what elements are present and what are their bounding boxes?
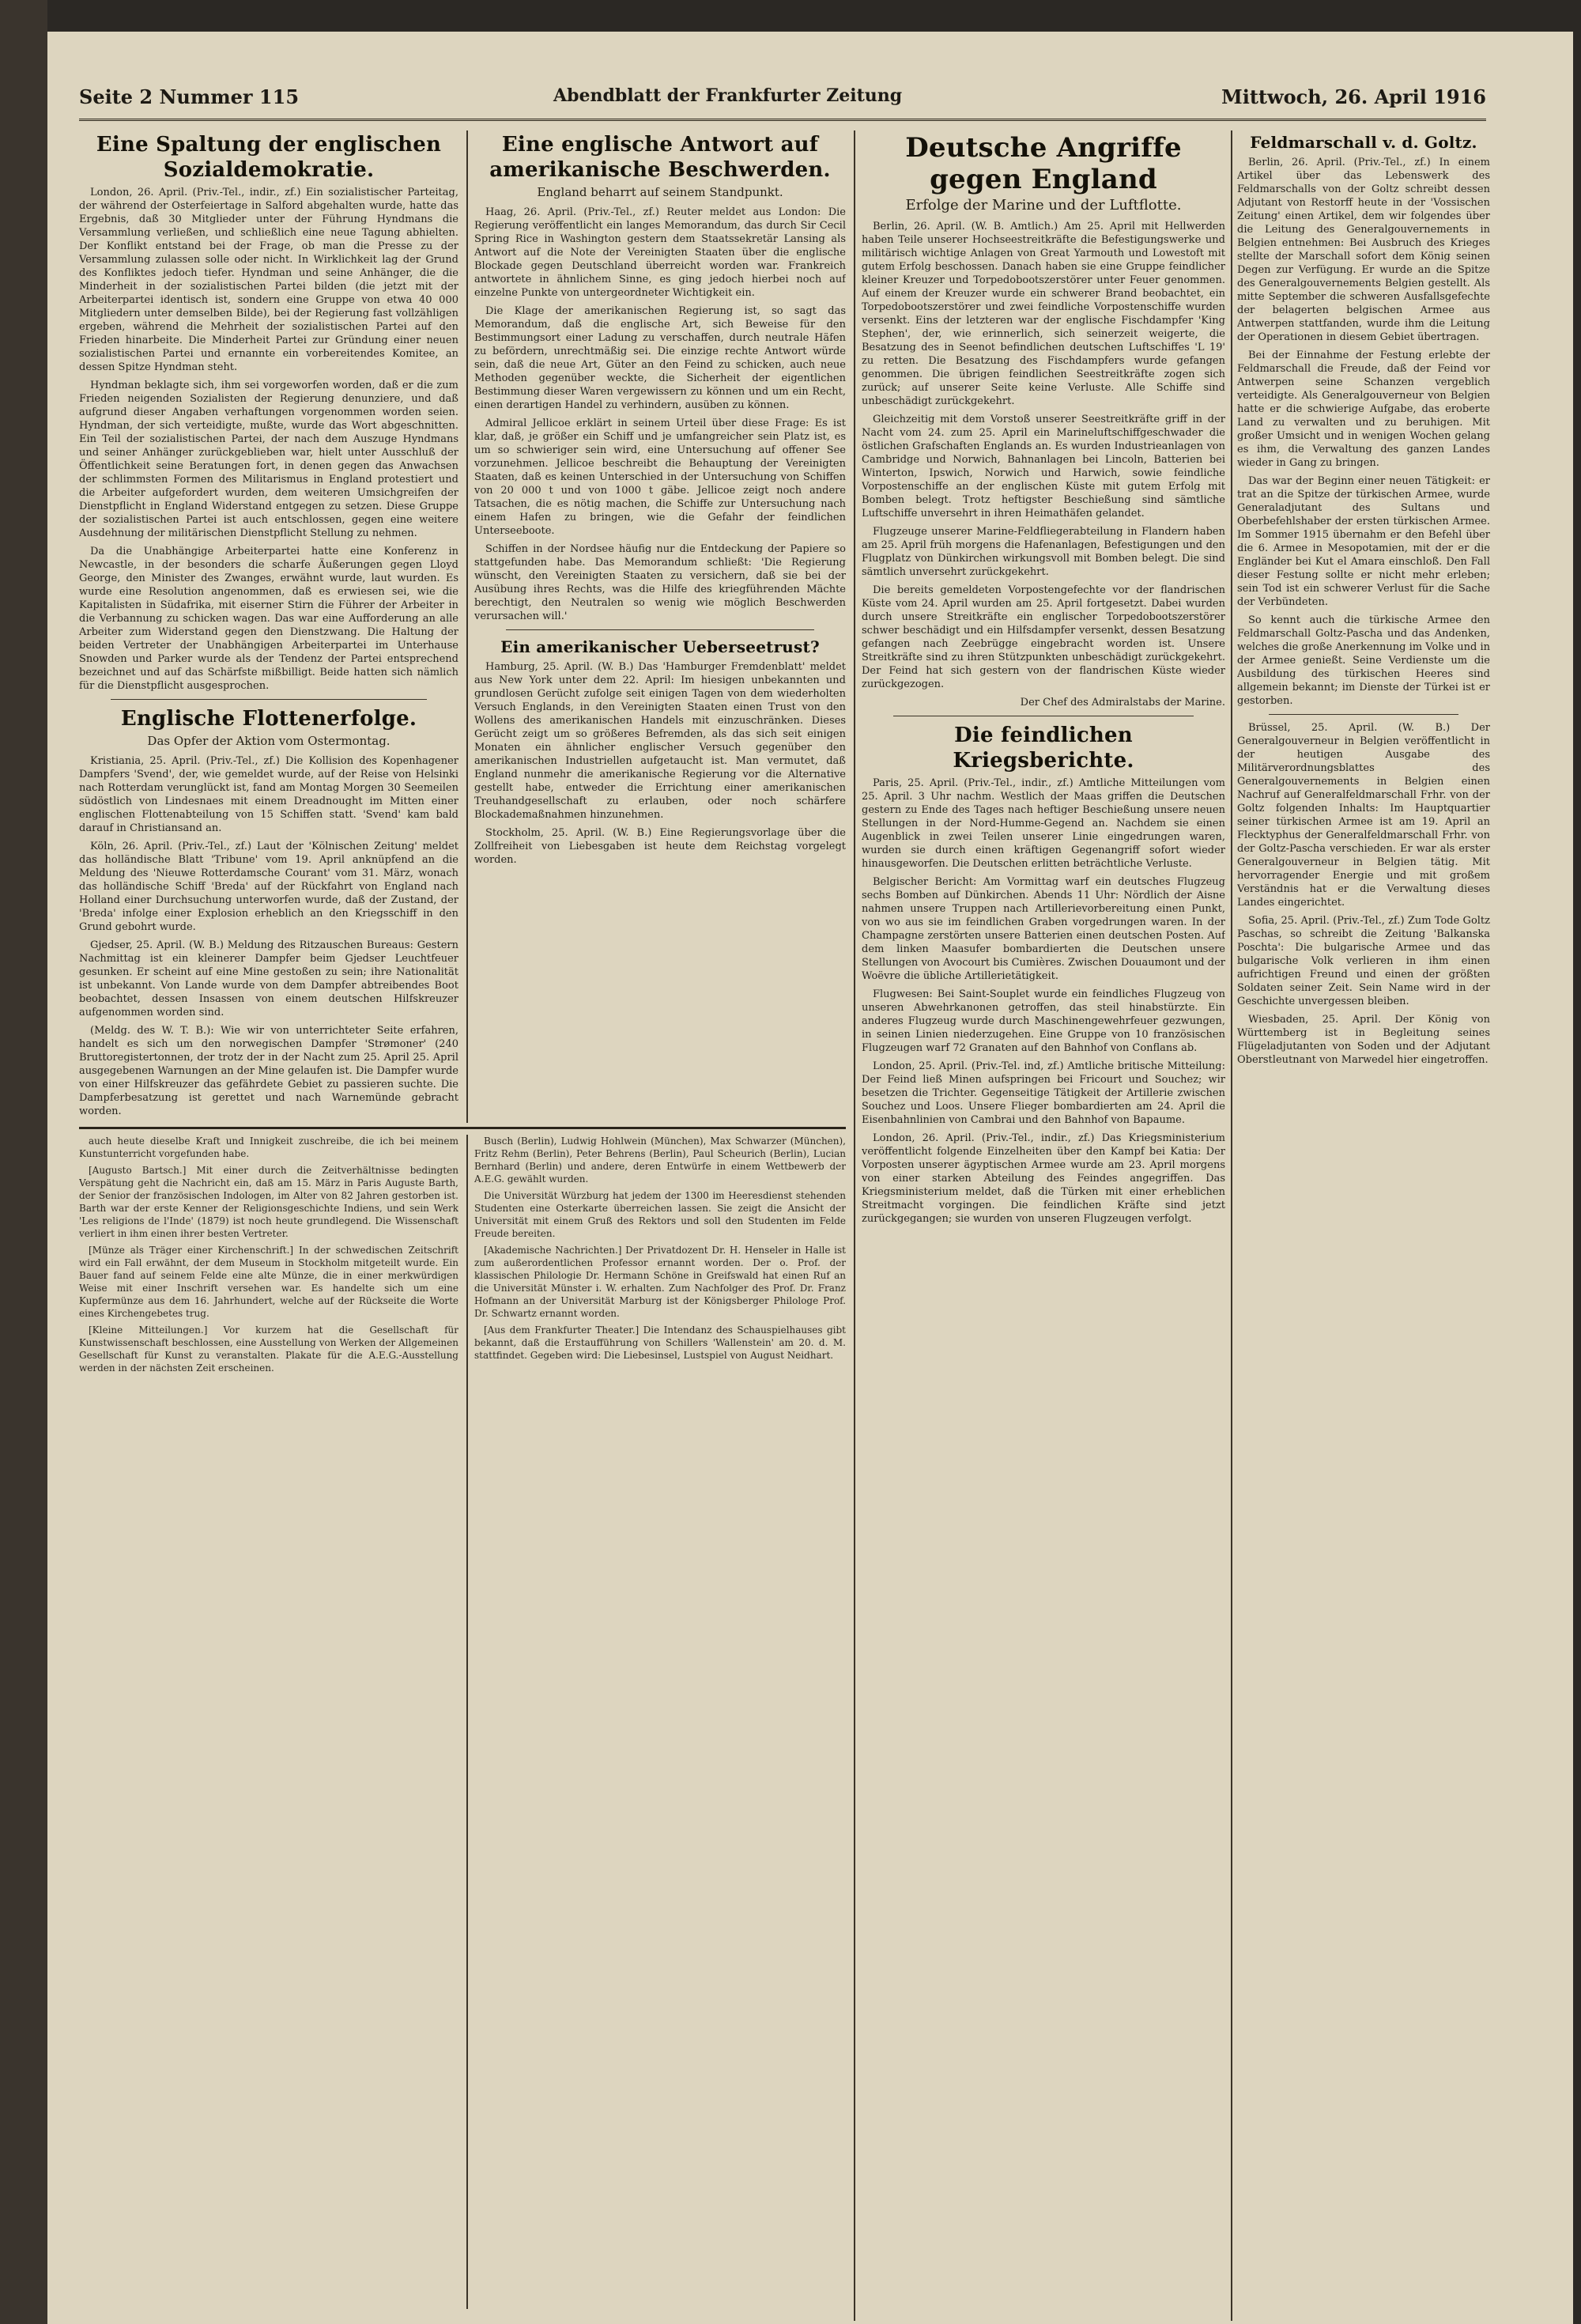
article-paragraph: Das war der Beginn einer neuen Tätigkeit: er trat an die Spitze der türkischen Armee, wurde Generaladjutant des Sultans und Oberbefehlshaber der ersten türkischen Armee. Im Sommer 1915 übernahm er den Befehl über die 6. Armee in Mesopotamien, mit der er die Engländer bei Kut el Amara einschloß. Den Fall dieser Festung sollte er nicht mehr erleben; sein Tod ist ein schwerer Verlust für die Sache der Verbündeten. <box>1237 475 1490 608</box>
article-paragraph: Köln, 26. April. (Priv.-Tel., zf.) Laut der 'Kölnischen Zeitung' meldet das holländische Blatt 'Tribune' vom 19. April anknüpfend an die Meldung des 'Nieuwe Rotterdamsche Courant' vom 31. März, wonach das holländische Schiff 'Breda' auf der Rückfahrt von England nach Holland einer Durchsuchung unterworfen wurde, daß der Zustand, der 'Breda' infolge einer Explosion erheblich an den Kriegsschiff in den Grund gebohrt wurde. <box>79 841 458 933</box>
article-signature: Der Chef des Admiralstabs der Marine. <box>1020 697 1225 709</box>
column-4 <box>1237 130 1490 2321</box>
article-subheadline: Das Opfer der Aktion vom Ostermontag. <box>147 734 391 748</box>
article-paragraph: Admiral Jellicoe erklärt in seinem Urteil über diese Frage: Es ist klar, daß, je größer ein Schiff und je umfangreicher sein Platz ist, es um so schwieriger sein wird, eine Untersuchung auf offener See vorzunehmen. Jellicoe beschreibt die Behauptung der Vereinigten Staaten, daß es keinen Unterschied in der Untersuchung von Schiffen von 20 000 t und von 1000 t gäbe. Jellicoe zeigt noch andere Tatsachen, die es nötig machen, die Schiffe zur Untersuchung nach einem Hafen zu bringen, wie die Gefahr der feindlichen Unterseeboote. <box>474 418 846 537</box>
article-subheadline: Erfolge der Marine und der Luftflotte. <box>905 197 1182 214</box>
article-headline: Die feindlichen Kriegsberichte. <box>953 724 1134 773</box>
column-3 <box>862 130 1225 2321</box>
article-paragraph: Brüssel, 25. April. (W. B.) Der Generalgouverneur in Belgien veröffentlicht in der heutigen Ausgabe des Militärverordnungsblattes des Generalgouvernements in Belgien einen Nachruf auf Generalfeldmarschall Frhr. von der Goltz folgenden Inhalts: Im Hauptquartier seiner türkischen Armee ist am 19. April an Flecktyphus der Generalfeldmarschall Frhr. von der Goltz-Pascha verschieden. Er war als erster Generalgouverneur in Belgien tätig. Mit hervorragender Energie und mit großem Verständnis hat er die Verwaltung dieses Landes eingerichtet. <box>1237 722 1490 909</box>
section-divider <box>1269 714 1458 715</box>
article-headline: Deutsche Angriffe gegen England <box>905 132 1182 195</box>
article-paragraph: London, 26. April. (Priv.-Tel., indir., zf.) Das Kriegsministerium veröffentlicht folgende Einzelheiten über den Kampf bei Katia: Der Vorposten unserer ägyptischen Armee wurde am 23. April morgens von einer starken Abteilung des Feindes angegriffen. Das Kriegsministerium meldet, daß die Türken mit einer erheblichen Streitmacht vorgingen. Die feindlichen Kräfte sind jetzt zurückgegangen; sie wurden von unseren Flugzeugen verfolgt. <box>862 1132 1225 1225</box>
book-gutter <box>0 0 47 2324</box>
feuilleton-paragraph: [Münze als Träger einer Kirchenschrift.] In der schwedischen Zeitschrift wird ein Fall erwähnt, der dem Museum in Stockholm mitgeteilt wurde. Ein Bauer fand auf seinem Felde eine alte Münze, die in einer merkwürdigen Weise mit einer Inschrift versehen war. Es handelte sich um eine Kupfermünze aus dem 16. Jahrhundert, welche auf der Rückseite die Worte eines Kirchengebetes trug. <box>79 1245 458 1319</box>
article-paragraph: Kristiania, 25. April. (Priv.-Tel., zf.) Die Kollision des Kopenhagener Dampfers 'Svend', der, wie gemeldet wurde, auf der Reise von Helsinki nach Rotterdam verunglückt ist, fand am Montag Morgen 30 Seemeilen südöstlich von Lindesnaes mit einem Dreadnought im Mitten einer englischen Flottenabteilung von 15 Schiffen statt. 'Svend' kam bald darauf in Christiansand an. <box>79 755 458 834</box>
article-paragraph: Gleichzeitig mit dem Vorstoß unserer Seestreitkräfte griff in der Nacht vom 24. zum 25. April ein Marineluftschiffgeschwader die östlichen Grafschaften Englands an. Es wurden Industrieanlagen von Cambridge und Norwich, Bahnanlagen bei Lincoln, Batterien bei Winterton, Ipswich, Norwich und Harwich, sowie feindliche Vorpostenschiffe an der englischen Küste mit gutem Erfolg mit Bomben belegt. Trotz heftigster Beschießung sind sämtliche Luftschiffe unversehrt in ihren Heimathäfen gelandet. <box>862 414 1225 520</box>
article-paragraph: Hyndman beklagte sich, ihm sei vorgeworfen worden, daß er die zum Frieden neigenden Sozialisten der Regierung denunziere, und daß aufgrund dieser Angaben verhaftungen vorgenommen worden seien. Hyndman, der sich verteidigte, mußte, wurde das Wort abgeschnitten. Ein Teil der sozialistischen Partei, der nach dem Auszuge Hyndmans und seiner Anhänger zurückgeblieben war, hielt unter Ausschluß der Öffentlichkeit seine Beratungen fort, in denen gegen das Anwachsen der schlimmsten Formen des Militarismus in England protestiert und die Arbeiter aufgefordert wurden, dem weiteren Umsichgreifen der Dienstpflicht in England Widerstand entgegen zu setzen. Diese Gruppe der sozialistischen Partei ist auch entschlossen, gegen eine weitere Ausdehnung der militärischen Dienstpflicht Stellung zu nehmen. <box>79 380 458 539</box>
feuilleton-paragraph: [Augusto Bartsch.] Mit einer durch die Zeitverhältnisse bedingten Verspätung geht die Nachricht ein, daß am 15. März in Paris Auguste Barth, der Senior der französischen Indologen, im Alter von 82 Jahren gestorben ist. Barth war der erste Kenner der Religionsgeschichte Indiens, und sein Werk 'Les religions de l'Inde' (1879) ist noch heute grundlegend. Die Wissenschaft verliert in ihm einen ihrer besten Vertreter. <box>79 1165 458 1239</box>
column-rule <box>854 130 855 2321</box>
article-paragraph: Die bereits gemeldeten Vorpostengefechte vor der flandrischen Küste vom 24. April wurden am 25. April fortgesetzt. Dabei wurden durch unsere Streitkräfte ein englischer Torpedobootszerstörer schwer beschädigt und ein Hilfsdampfer versenkt, dessen Besatzung gefangen nach Zeebrügge eingebracht worden ist. Unsere Streitkräfte sind zu ihren Stützpunkten unbeschädigt zurückgekehrt. Der Feind hat sich gestern von der flandrischen Küste wieder zurückgezogen. <box>862 584 1225 690</box>
article-paragraph: Bei der Einnahme der Festung erlebte der Feldmarschall die Freude, daß der Feind vor Antwerpen seine Schanzen vergeblich verteidigte. Als Generalgouverneur von Belgien hatte er die schwierige Aufgabe, das eroberte Land zu verwalten und zu beruhigen. Mit großer Umsicht und in wenigen Wochen gelang es ihm, die Verwaltung des ganzen Landes wieder in Gang zu bringen. <box>1237 350 1490 469</box>
article-headline: Feldmarschall v. d. Goltz. <box>1250 133 1477 152</box>
article-paragraph: Gjedser, 25. April. (W. B.) Meldung des Ritzauschen Bureaus: Gestern Nachmittag ist ein kleinerer Dampfer beim Gjedser Leuchtfeuer gesunken. Er scheint auf eine Mine gestoßen zu sein; ihre Nationalität ist unbekannt. Von Lande wurde von dem Dampfer abtreibendes Boot beobachtet, dessen Insassen von einem deutschen Hilfskreuzer aufgenommen worden sind. <box>79 939 458 1018</box>
feuilleton-paragraph: [Kleine Mitteilungen.] Vor kurzem hat die Gesellschaft für Kunstwissenschaft beschlossen, eine Ausstellung von Werken der Allgemeinen Gesellschaft für Kunst zu veranstalten. Plakate für die A.E.G.-Ausstellung werden in der nächsten Zeit erscheinen. <box>79 1324 458 1374</box>
article-paragraph: Die Klage der amerikanischen Regierung ist, so sagt das Memorandum, daß die englische Art, sich Beweise für den Bestimmungsort einer Ladung zu verschaffen, durch neutrale Häfen zu befördern, unrechtmäßig sei. Die einzige rechte Antwort würde sein, daß die neue Art, Güter an den Feind zu schicken, auch neue Methoden gegenüber weckte, die Sicherheit der eigentlichen Bestimmung dieser Waren vergewissern zu können und um ein Recht, einen derartigen Handel zu verhindern, ausüben zu können. <box>474 305 846 411</box>
article-paragraph: Belgischer Bericht: Am Vormittag warf ein deutsches Flugzeug sechs Bomben auf Dünkirchen. Abends 11 Uhr: Nördlich der Aisne nahmen unsere Truppen nach Artillerievorbereitung einen Punkt, von wo aus sie im feindlichen Graben vorgedrungen waren. In der Champagne zerstörten unsere Batterien einen deutschen Posten. Auf dem linken Maasufer bombardierten die Deutschen unsere Stellungen von Avocourt bis Cumières. Zwischen Douaumont und der Woëvre die übliche Artillerietätigkeit. <box>862 876 1225 982</box>
article-subheadline: England beharrt auf seinem Standpunkt. <box>537 185 783 199</box>
feuilleton-rule <box>79 1127 846 1129</box>
running-head <box>79 63 1486 121</box>
section-divider <box>111 699 427 700</box>
article-paragraph: Haag, 26. April. (Priv.-Tel., zf.) Reuter meldet aus London: Die Regierung veröffentlicht ein langes Memorandum, das durch Sir Cecil Spring Rice in Washington gestern dem Staatssekretär Lansing als Antwort auf die Note der Vereinigten Staaten über die englische Blockade gegen Deutschland überreicht worden war. Frankreich antwortete in ähnlichem Sinne, es ging jedoch hierbei noch auf einzelne Punkte von untergeordneter Wichtigkeit ein. <box>474 206 846 299</box>
article-paragraph: London, 26. April. (Priv.-Tel., indir., zf.) Ein sozialistischer Parteitag, der während der Osterfeiertage in Salford abgehalten wurde, hatte das Ergebnis, daß 30 Mitglieder unter der Führung Hyndmans die Versammlung verließen, und schließlich eine neue Tagung abhielten. Der Konflikt entstand bei der Frage, ob man die Presse zu der Versammlung zulassen solle oder nicht. In Wirklichkeit lag der Grund des Konfliktes jedoch tiefer. Hyndman und seine Anhänger, die die Minderheit in der sozialistischen Partei bilden (die jetzt mit der Arbeiterpartei identisch ist, sondern eine Gruppe von etwa 40 000 Mitgliedern unter demselben Bilde), bei der Regierung fast vollzähligen ergeben, während die Mehrheit der sozialistischen Partei auf den Frieden hinarbeite. Die Minderheit Partei zur Gründung einer neuen sozialistischen Partei und ernannte ein vorbereitendes Komitee, an dessen Spitze Hyndman steht. <box>79 187 458 373</box>
article-headline: Eine Spaltung der englischen Sozialdemokratie. <box>96 133 442 182</box>
article-paragraph: Paris, 25. April. (Priv.-Tel., indir., zf.) Amtliche Mitteilungen vom 25. April. 3 Uhr nachm. Westlich der Maas griffen die Deutschen gestern zu Ende des Tages nach heftiger Beschießung unsere neuen Stellungen in der Nord-Humme-Gegend an. Nachdem sie einen Augenblick in zwei Teilen unserer Linie eingedrungen waren, wurden sie durch einen kräftigen Gegenangriff sofort wieder hinausgeworfen. Die Deutschen erlitten beträchtliche Verluste. <box>862 777 1225 870</box>
article-paragraph: London, 25. April. (Priv.-Tel. ind, zf.) Amtliche britische Mitteilung: Der Feind ließ Minen aufspringen bei Fricourt und Souchez; wir besetzen die Trichter. Gegenseitige Tätigkeit der Artillerie zwischen Souchez und Loos. Unsere Flieger bombardierten am 24. April die Eisenbahnlinien von Cambrai und den Bahnhof von Bapaume. <box>862 1060 1225 1126</box>
article-headline: Englische Flottenerfolge. <box>120 707 417 731</box>
issue-date: Mittwoch, 26. April 1916 <box>1221 85 1486 108</box>
feuilleton-paragraph: Die Universität Würzburg hat jedem der 1300 im Heeresdienst stehenden Studenten eine Osterkarte überreichen lassen. Sie zeigt die Ansicht der Universität mit einem Gruß des Rektors und soll den Studenten im Felde Freude bereiten. <box>474 1190 846 1239</box>
article-paragraph: Flugzeuge unserer Marine-Feldfliegerabteilung in Flandern haben am 25. April früh morgens die Hafenanlagen, Befestigungen und den Flugplatz von Dünkirchen wirkungsvoll mit Bomben belegt. Die sind sämtlich unversehrt zurückgekehrt. <box>862 526 1225 578</box>
article-paragraph: Wiesbaden, 25. April. Der König von Württemberg ist in Begleitung seines Flügeladjutanten von Soden und der Adjutant Oberstleutnant von Marwedel hier eingetroffen. <box>1237 1014 1490 1066</box>
feuilleton-paragraph: [Aus dem Frankfurter Theater.] Die Intendanz des Schauspielhauses gibt bekannt, daß die Erstaufführung von Schillers 'Wallenstein' am 20. d. M. stattfindet. Gegeben wird: Die Liebesinsel, Lustspiel von August Neidhart. <box>474 1324 846 1361</box>
article-paragraph: Flugwesen: Bei Saint-Souplet wurde ein feindliches Flugzeug von unseren Abwehrkanonen getroffen, das steil hinabstürzte. Ein anderes Flugzeug wurde durch Maschinengewehrfeuer gezwungen, in seinen Linien niederzugehen. Eine Gruppe von 10 französischen Flugzeugen warf 72 Granaten auf den Bahnhof von Conflans ab. <box>862 988 1225 1054</box>
column-rule <box>1231 130 1232 2321</box>
article-paragraph: Da die Unabhängige Arbeiterpartei hatte eine Konferenz in Newcastle, in der besonders die scharfe Äußerungen gegen Lloyd George, den Minister des Zwanges, erwähnt wurde, laut wurden. Es wurde eine Resolution angenommen, daß es erwiesen sei, wie die Kapitalisten in Südafrika, mit eiserner Stirn die Führer der Arbeiter in die Verbannung zu schicken wagen. Das war eine Aufforderung an alle Arbeiter zum Widerstand gegen den Dienstzwang. Die Haltung der beiden Vertreter der Unabhängigen Arbeiterpartei im Unterhause Snowden und Parker wurde als der Tendenz der Partei entsprechend bezeichnet und auf das Schärfste mißbilligt. Beide hatten sich nämlich für die Dienstpflicht ausgesprochen. <box>79 546 458 692</box>
feuilleton-paragraph: [Akademische Nachrichten.] Der Privatdozent Dr. H. Henseler in Halle ist zum außerordentlichen Professor ernannt worden. Der o. Prof. der klassischen Philologie Dr. Hermann Schöne in Greifswald hat einen Ruf an die Universität Münster i. W. erhalten. Zum Nachfolger des Prof. Dr. Franz Hofmann an der Universität Marburg ist der Königsberger Philologe Prof. Dr. Schwartz ernannt worden. <box>474 1245 846 1319</box>
column-1 <box>79 130 458 1123</box>
article-paragraph: Berlin, 26. April. (Priv.-Tel., zf.) In einem Artikel über das Lebenswerk des Feldmarschalls von der Goltz schreibt dessen Adjutant von Restorff heute in der 'Vossischen Zeitung' einen Artikel, dem wir folgendes über die Leitung des Generalgouvernements in Belgien entnehmen: Bei Ausbruch des Krieges stellte der Marschall sofort dem König seinen Degen zur Verfügung. Er wurde an die Spitze des Generalgouvernements Belgien gestellt. Als mitte September die schweren Ausfallsgefechte der belagerten belgischen Armee aus Antwerpen stattfanden, wurde ihm die Leitung der Operationen in diesem Gebiet übertragen. <box>1237 157 1490 343</box>
newspaper-page <box>47 32 1573 2324</box>
article-paragraph: (Meldg. des W. T. B.): Wie wir von unterrichteter Seite erfahren, handelt es sich um den norwegischen Dampfer 'Strømoner' (240 Bruttoregistertonnen, der trotz der in der Nacht zum 25. April 25. April ausgegebenen Warnungen an der Mine gelaufen ist. Die Dampfer wurde von einer Hilfskreuzer das gefährdete Gebiet zu passieren suchte. Die Dampferbesatzung ist gerettet und nach Warnemünde gebracht worden. <box>79 1025 458 1117</box>
feuilleton-right <box>474 1135 846 2309</box>
section-divider <box>506 629 814 630</box>
article-paragraph: Hamburg, 25. April. (W. B.) Das 'Hamburger Fremdenblatt' meldet aus New York unter dem 22. April: Im hiesigen unbekannten und grundlosen Gerücht zufolge seit einigen Tagen von dem wiederholten Versuch Englands, in den Vereinigten Staaten einen Trust von den Wollens des amerikanischen Handels mit einzuschränken. Dieses Gerücht zeigt um so größeres Befremden, als das sich seit einigen Monaten ein ähnlicher englischer Versuch gegenüber den amerikanischen Industriellen aufgetaucht ist. Man vermutet, daß England nunmehr die amerikanische Regierung vor die Alternative gestellt habe, entweder die Errichtung einer amerikanischen Treuhandgesellschaft zu erlauben, oder noch schärfere Blockademaßnahmen hinzunehmen. <box>474 661 846 821</box>
article-paragraph: So kennt auch die türkische Armee den Feldmarschall Goltz-Pascha und das Andenken, welches die große Anerkennung im Volke und in der Armee genießt. Seine Verdienste um die Ausbildung des türkischen Heeres sind allgemein bekannt; im Dienste der Türkei ist er gestorben. <box>1237 614 1490 707</box>
column-rule <box>466 130 468 1123</box>
page-number: Seite 2 Nummer 115 <box>79 85 300 108</box>
feuilleton-paragraph: auch heute dieselbe Kraft und Innigkeit zuschreibe, die ich bei meinem Kunstunterricht vorgefunden habe. <box>79 1136 458 1159</box>
article-paragraph: Stockholm, 25. April. (W. B.) Eine Regierungsvorlage über die Zollfreiheit von Liebesgaben ist heute dem Reichstag vorgelegt worden. <box>474 827 846 866</box>
feuilleton-paragraph: Busch (Berlin), Ludwig Hohlwein (München), Max Schwarzer (München), Fritz Rehm (Berlin), Peter Behrens (Berlin), Paul Scheurich (Berlin), Lucian Bernhard (Berlin) und andere, deren Entwürfe in einem Wettbewerb der A.E.G. gewählt wurden. <box>474 1136 846 1185</box>
masthead: Abendblatt der Frankfurter Zeitung <box>553 85 903 106</box>
article-paragraph: Schiffen in der Nordsee häufig nur die Entdeckung der Papiere so stattgefunden habe. Das Memorandum schließt: 'Die Regierung wünscht, den Vereinigten Staaten zu versichern, daß sie bei der Ausübung ihres Rechts, was die Hilfe des kriegführenden Mächte berechtigt, den Neutralen so wenig wie möglich Beschwerden verursachen will.' <box>474 543 846 622</box>
article-headline: Eine englische Antwort auf amerikanische Beschwerden. <box>489 133 831 182</box>
article-headline: Ein amerikanischer Ueberseetrust? <box>500 637 820 656</box>
article-paragraph: Berlin, 26. April. (W. B. Amtlich.) Am 25. April mit Hellwerden haben Teile unserer Hochseestreitkräfte die Befestigungswerke und militärisch wichtige Anlagen von Great Yarmouth und Lowestoft mit gutem Erfolg beschossen. Danach haben sie eine Gruppe feindlicher kleiner Kreuzer und Torpedobootszerstörer unter Feuer genommen. Auf einem der Kreuzer wurde ein schwerer Brand beobachtet, ein Torpedobootszerstörer und zwei feindliche Vorpostenschiffe wurden versenkt. Eins der letzteren war der englische Fischdampfer 'King Stephen', der, wie erinnerlich, sich seinerzeit weigerte, die Besatzung des in Seenot befindlichen deutschen Luftschiffes 'L 19' zu retten. Die Besatzung des Fischdampfers wurde gefangen genommen. Die übrigen feindlichen Seestreitkräfte zogen sich zurück; auf unserer Seite keine Verluste. Alle Schiffe sind unbeschädigt zurückgekehrt. <box>862 221 1225 407</box>
column-rule <box>466 1135 468 2309</box>
feuilleton-left <box>79 1135 458 2309</box>
article-paragraph: Sofia, 25. April. (Priv.-Tel., zf.) Zum Tode Goltz Paschas, so schreibt die Zeitung 'Balkanska Poschta': Die bulgarische Armee und das bulgarische Volk verlieren in ihm einen aufrichtigen Freund und einen der größten Soldaten seiner Zeit. Sein Name wird in der Geschichte unvergessen bleiben. <box>1237 915 1490 1007</box>
